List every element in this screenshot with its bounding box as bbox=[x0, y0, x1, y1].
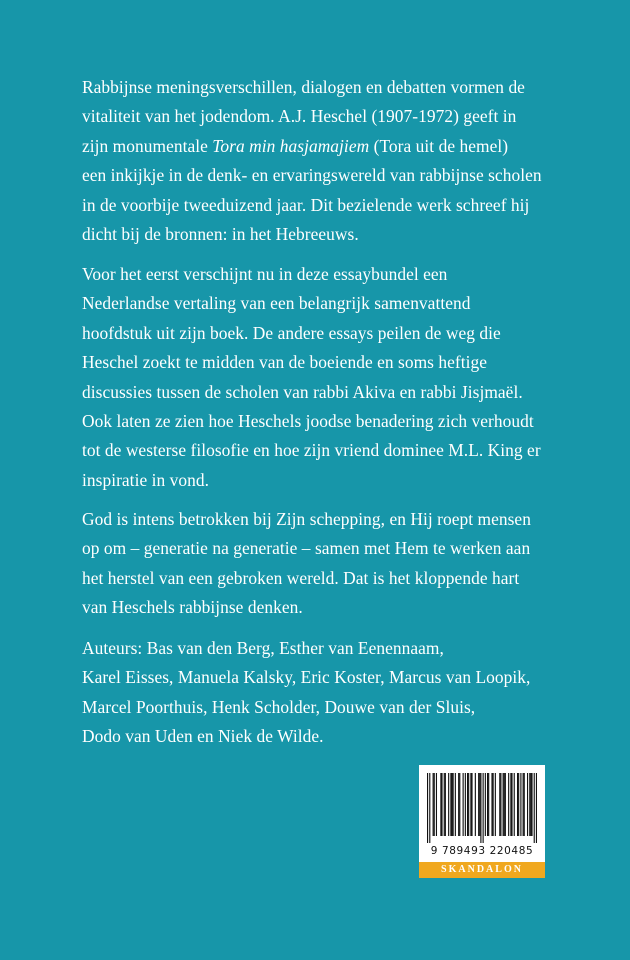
text-line: Auteurs: Bas van den Berg, Esther van Eenennaam, bbox=[82, 638, 444, 658]
barcode-bar bbox=[523, 773, 524, 836]
text-line: Voor het eerst verschijnt nu in deze essaybundel een bbox=[82, 264, 448, 284]
text-line: in de voorbije tweeduizend jaar. Dit bezielende werk schreef hij bbox=[82, 194, 530, 215]
isbn-digits: 9 789493 220485 bbox=[430, 845, 534, 857]
barcode-bar bbox=[471, 773, 472, 836]
text-segment: zijn monumentale bbox=[82, 135, 208, 156]
barcode-bar bbox=[500, 773, 501, 836]
barcode-bar bbox=[499, 773, 500, 836]
text-line: discussies tussen de scholen van rabbi Akiva en rabbi Jisjmaël. bbox=[82, 381, 523, 402]
barcode-bar bbox=[445, 773, 446, 836]
text-line: van Heschels rabbijnse denken. bbox=[82, 597, 303, 618]
barcode-bar bbox=[520, 773, 521, 836]
barcode-bar bbox=[463, 773, 464, 836]
barcode-bar bbox=[427, 773, 428, 843]
barcode-bar bbox=[487, 773, 488, 836]
text-line: een inkijkje in de denk- en ervaringswereld van rabbijnse scholen bbox=[82, 165, 542, 186]
barcode-bar bbox=[453, 773, 454, 836]
barcode-bar bbox=[495, 773, 496, 836]
barcode-bar bbox=[488, 773, 489, 836]
barcode-bar bbox=[475, 773, 476, 836]
barcode-bar bbox=[455, 773, 456, 836]
barcode-bar bbox=[527, 773, 528, 836]
barcode-bar bbox=[468, 773, 469, 836]
barcode-bar bbox=[514, 773, 515, 836]
text-line: Dodo van Uden en Niek de Wilde. bbox=[82, 726, 324, 747]
barcode-bar bbox=[503, 773, 504, 836]
barcode-bar bbox=[505, 773, 506, 836]
book-title-italic: Tora min hasjamajiem bbox=[212, 135, 370, 156]
barcode-bar bbox=[491, 773, 492, 836]
barcode-bar bbox=[518, 773, 519, 836]
text-line: Rabbijnse meningsverschillen, dialogen en debatten vormen de bbox=[82, 77, 525, 97]
text-line: Heschel zoekt te midden van de boeiende en soms heftige bbox=[82, 352, 488, 373]
barcode-bar bbox=[450, 773, 451, 836]
barcode-box bbox=[419, 765, 545, 862]
barcode-bar bbox=[504, 773, 505, 836]
text-line: Ook laten ze zien hoe Heschels joodse benadering zich verhoudt bbox=[82, 411, 534, 432]
barcode-bar bbox=[459, 773, 460, 836]
barcode-bar bbox=[467, 773, 468, 836]
barcode-bar bbox=[429, 773, 430, 843]
blurb-paragraph-1 bbox=[82, 73, 582, 249]
barcode-bar bbox=[531, 773, 532, 836]
blurb-paragraph-3 bbox=[82, 505, 582, 623]
barcode-bar bbox=[436, 773, 437, 836]
text-line: Nederlandse vertaling van een belangrijk samenvattend bbox=[82, 293, 471, 314]
barcode-bar bbox=[440, 773, 441, 836]
barcode-bar bbox=[478, 773, 479, 836]
text-line: hoofdstuk uit zijn boek. De andere essays peilen de weg die bbox=[82, 322, 501, 343]
barcode-bar bbox=[510, 773, 511, 836]
barcode-bar bbox=[441, 773, 442, 836]
barcode-bar bbox=[517, 773, 518, 836]
text-line: God is intens betrokken bij Zijn schepping, en Hij roept mensen bbox=[82, 509, 531, 529]
barcode-bar bbox=[451, 773, 452, 836]
barcode-bar bbox=[508, 773, 509, 836]
authors-paragraph bbox=[82, 634, 582, 752]
barcode-bar bbox=[534, 773, 535, 843]
text-line-with-title bbox=[82, 132, 582, 161]
text-line: inspiratie in vond. bbox=[82, 469, 210, 490]
isbn-barcode-label bbox=[419, 765, 545, 878]
barcode-bar bbox=[511, 773, 512, 836]
text-line: op om – generatie na generatie – samen met Hem te werken aan bbox=[82, 538, 531, 559]
barcode-bar bbox=[448, 773, 449, 836]
text-line: tot de westerse filosofie en hoe zijn vriend dominee M.L. King er bbox=[82, 440, 541, 461]
barcode-bar bbox=[433, 773, 434, 836]
barcode-icon bbox=[427, 773, 537, 845]
text-line: vitaliteit van het jodendom. A.J. Heschel (1907-1972) geeft in bbox=[82, 106, 517, 127]
barcode-bar bbox=[480, 773, 481, 843]
text-line: dicht bij de bronnen: in het Hebreeuws. bbox=[82, 224, 359, 245]
barcode-bar bbox=[536, 773, 537, 843]
barcode-bar bbox=[530, 773, 531, 836]
barcode-bar bbox=[458, 773, 459, 836]
text-segment: (Tora uit de hemel) bbox=[373, 135, 509, 156]
barcode-bar bbox=[483, 773, 484, 843]
text-line: Marcel Poorthuis, Henk Scholder, Douwe van der Sluis, bbox=[82, 696, 476, 717]
barcode-bar bbox=[479, 773, 480, 836]
barcode-bar bbox=[524, 773, 525, 836]
text-line: Karel Eisses, Manuela Kalsky, Eric Koster, Marcus van Loopik, bbox=[82, 667, 531, 688]
barcode-bar bbox=[434, 773, 435, 836]
barcode-bar bbox=[465, 773, 466, 836]
publisher-logo: SKANDALON bbox=[419, 862, 545, 878]
barcode-bar bbox=[485, 773, 486, 836]
barcode-bar bbox=[529, 773, 530, 836]
barcode-bar bbox=[493, 773, 494, 836]
text-line: het herstel van een gebroken wereld. Dat is het kloppende hart bbox=[82, 567, 520, 588]
barcode-bar bbox=[444, 773, 445, 836]
barcode-bar bbox=[470, 773, 471, 836]
blurb-paragraph-2 bbox=[82, 260, 582, 495]
